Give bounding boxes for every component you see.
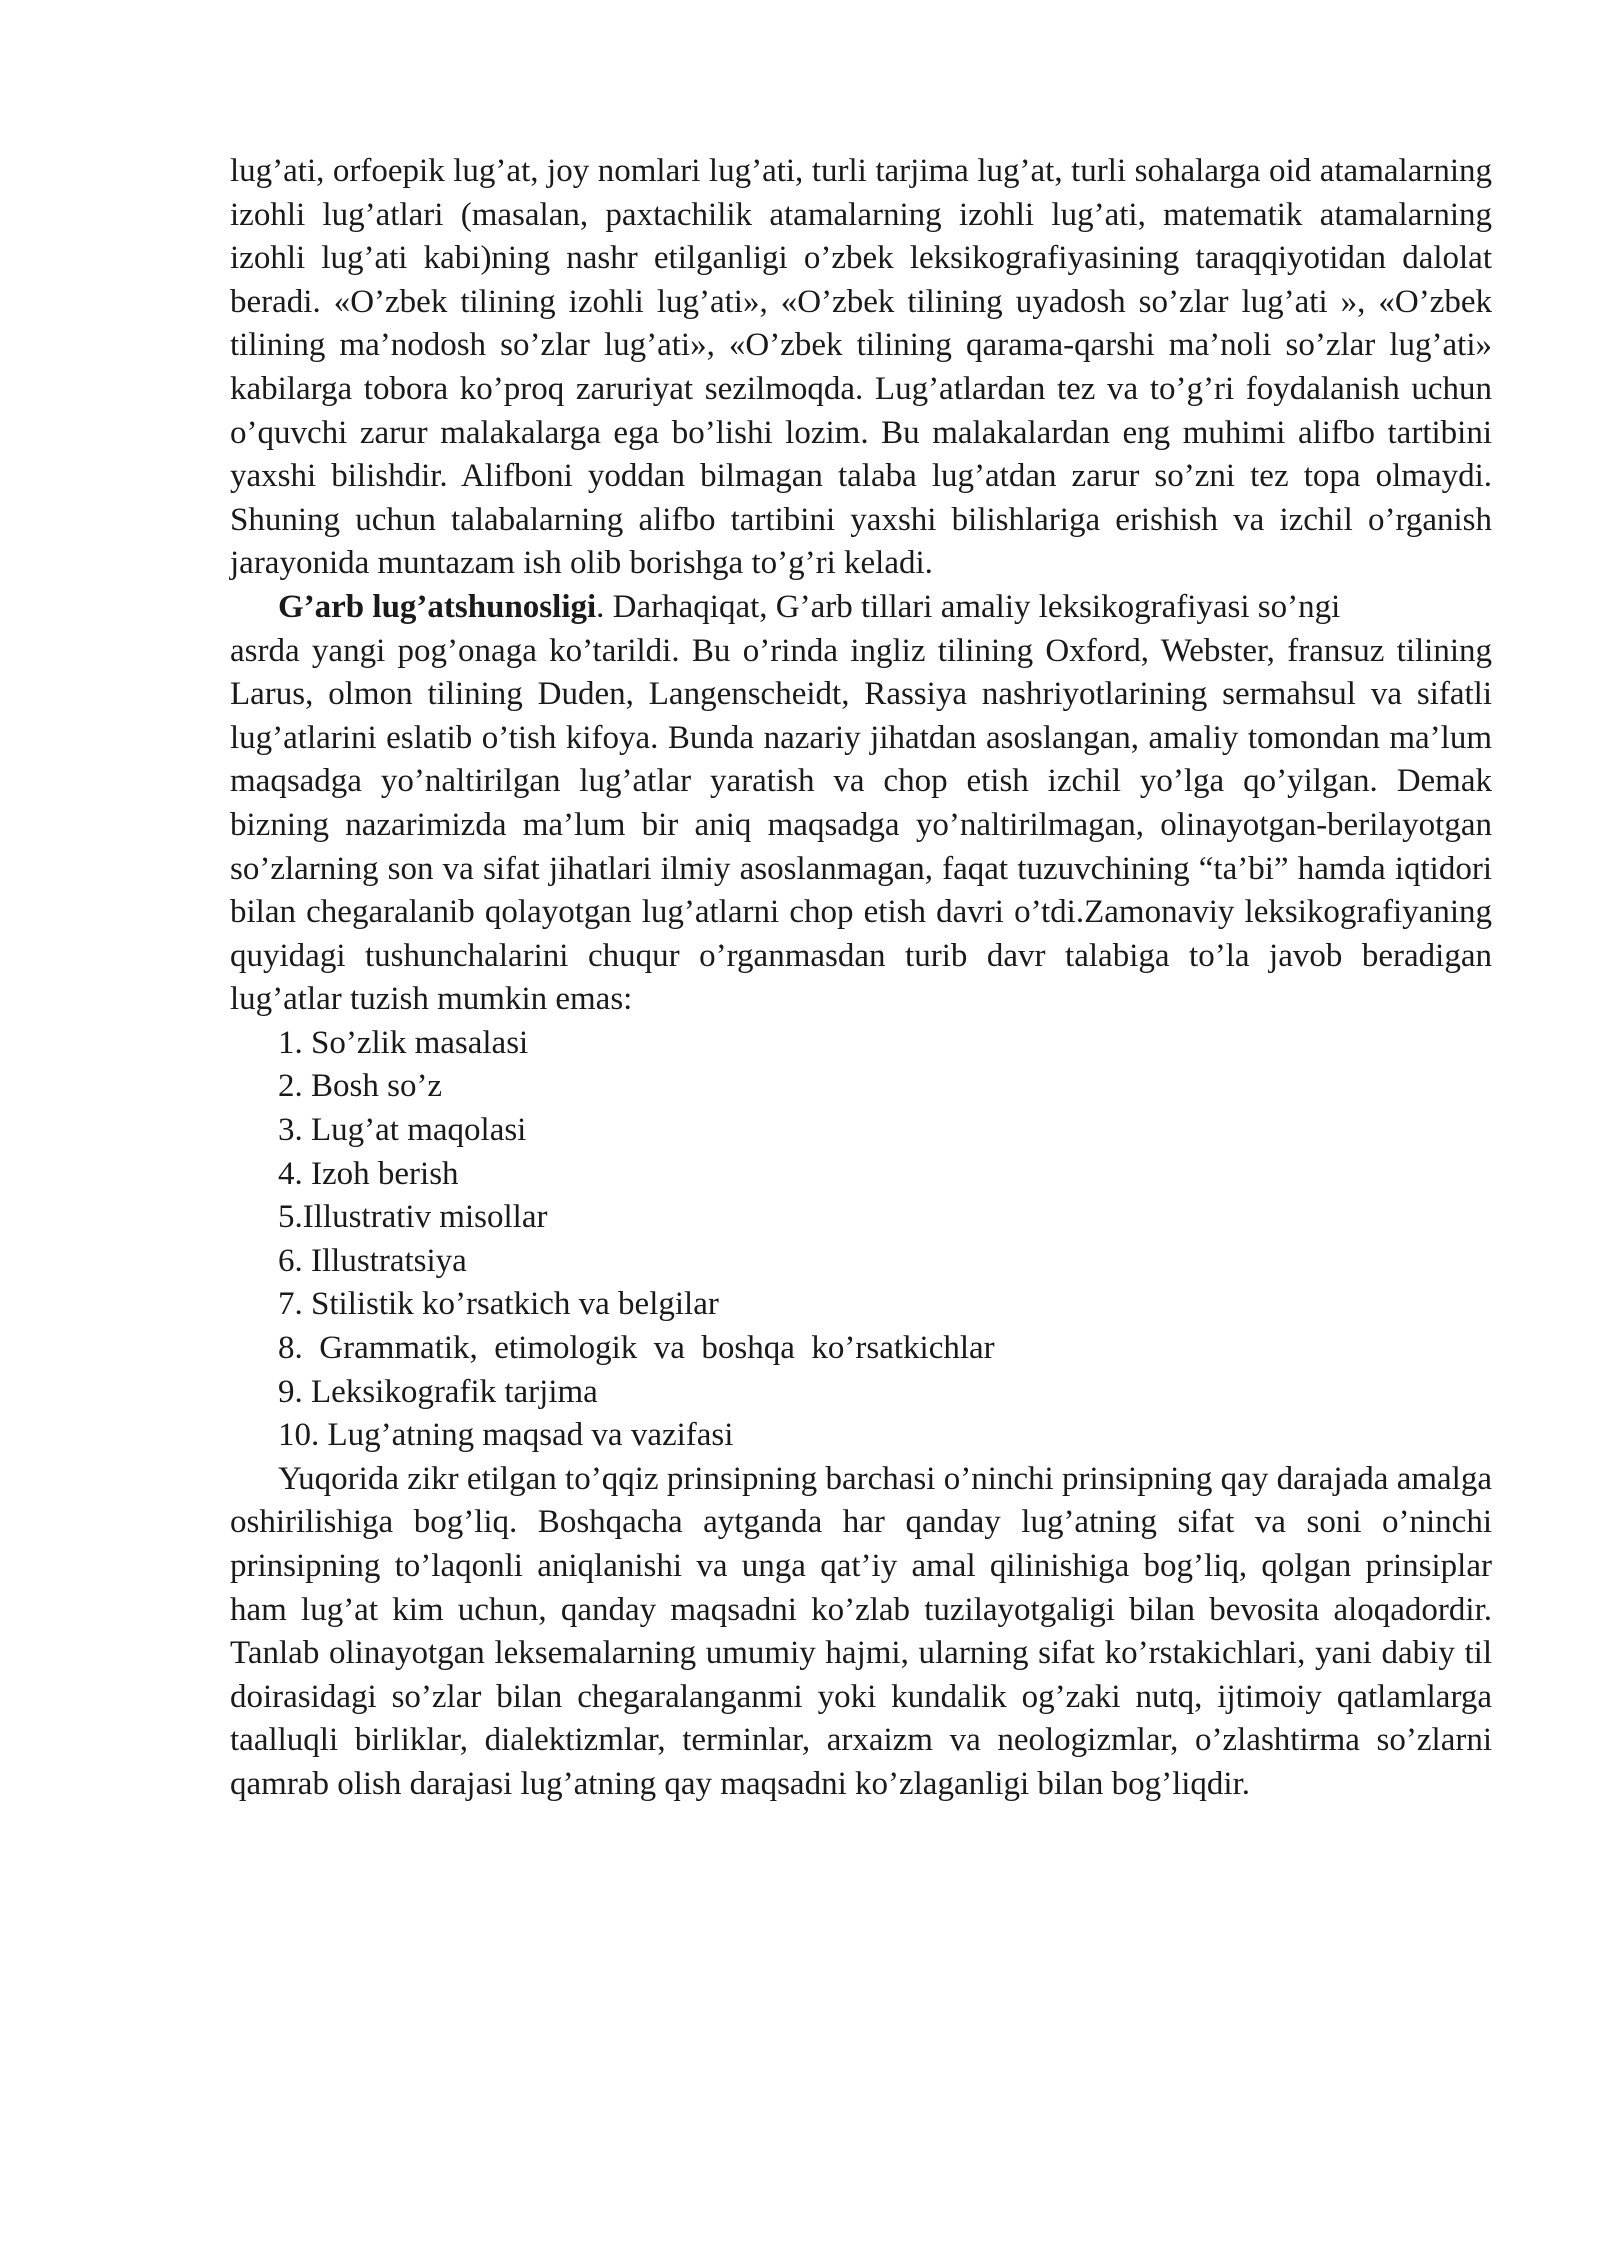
paragraph-principles-conclusion: Yuqorida zikr etilgan to’qqiz prinsipning barchasi o’ninchi prinsipning qay darajada amalga oshirilishiga bog’liq. Boshqacha aytganda har qanday lug’atning sifat va soni o’ninchi prinsipning to’laqonli aniqlanishi va unga qat’iy amal qilinishiga bog’liq, qolgan prinsiplar ham lug’at kim uchun, qanday maqsadni ko’zlab tuzilayotgaligi bilan bevosita aloqadordir. Tanlab olinayotgan leksemalarning umumiy hajmi, ularning sifat ko’rstakichlari, yani dabiy til doirasidagi so’zlar bilan chegaralanganmi yoki kundalik og’zaki nutq, ijtimoiy qatlamlarga taalluqli birliklar, dialektizmlar, terminlar, arxaizm va neologizmlar, o’zlashtirma so’zlarni qamrab olish darajasi lug’atning qay maqsadni ko’zlaganligi bilan bog’liqdir. [230, 1460, 1492, 1802]
section-heading-western-lexicography: G’arb lug’atshunosligi [278, 588, 597, 625]
principles-list [230, 1022, 1492, 1458]
paragraph-lead-text: . Darhaqiqat, G’arb tillari amaliy leksikografiyasi so’ngi [596, 588, 1341, 625]
list-item: 1. So’zlik masalasi [278, 1024, 529, 1061]
list-item: 10. Lug’atning maqsad va vazifasi [278, 1417, 734, 1454]
list-item: 2. Bosh so’z [278, 1068, 443, 1105]
list-item: 3. Lug’at maqolasi [278, 1112, 527, 1149]
list-item: 9. Leksikografik tarjima [278, 1373, 598, 1410]
paragraph-dictionary-types: lug’ati, orfoepik lug’at, joy nomlari lug’ati, turli tarjima lug’at, turli sohalarga oid atamalarning izohli lug’atlari (masalan, paxtachilik atamalarning izohli lug’ati, matematik atamalarning izohli lug’ati kabi)ning nashr etilganligi o’zbek leksikografiyasining taraqqiyotidan dalolat beradi. «O’zbek tilining izohli lug’ati», «O’zbek tilining uyadosh so’zlar lug’ati », «O’zbek tilining ma’nodosh so’zlar lug’ati», «O’zbek tilining qarama-qarshi ma’noli so’zlar lug’ati» kabilarga tobora ko’proq zaruriyat sezilmoqda. Lug’atlardan tez va to’g’ri foydalanish uchun o’quvchi zarur malakalarga ega bo’lishi lozim. Bu malakalardan eng muhimi alifbo tartibini yaxshi bilishdir. Alifboni yoddan bilmagan talaba lug’atdan zarur so’zni tez topa olmaydi. Shuning uchun talabalarning alifbo tartibini yaxshi bilishlariga erishish va izchil o’rganish jarayonida muntazam ish olib borishga to’g’ri keladi. [230, 153, 1492, 582]
list-item: 8. Grammatik, etimologik va boshqa ko’rsatkichlar [278, 1330, 995, 1367]
document-page [230, 150, 1492, 1807]
paragraph-western-lexicography-body: asrda yangi pog’onaga ko’tarildi. Bu o’rinda ingliz tilining Oxford, Webster, fransuz tilining Larus, olmon tilining Duden, Langenscheidt, Rassiya nashriyotlarining sermahsul va sifatli lug’atlarini eslatib o’tish kifoya. Bunda nazariy jihatdan asoslangan, amaliy tomondan ma’lum maqsadga yo’naltirilgan lug’atlar yaratish va chop etish izchil yo’lga qo’yilgan. Demak bizning nazarimizda ma’lum bir aniq maqsadga yo’naltirilmagan, olinayotgan-berilayotgan so’zlarning son va sifat jihatlari ilmiy asoslanmagan, faqat tuzuvchining “ta’bi” hamda iqtidori bilan chegaralanib qolayotgan lug’atlarni chop etish davri o’tdi.Zamonaviy leksikografiyaning quyidagi tushunchalarini chuqur o’rganmasdan turib davr talabiga to’la javob beradigan lug’atlar tuzish mumkin emas: [230, 632, 1492, 1018]
list-item: 4. Izoh berish [278, 1155, 459, 1192]
list-item: 5.Illustrativ misollar [278, 1199, 548, 1236]
paragraph-western-lexicography-intro [230, 586, 1492, 630]
list-item: 7. Stilistik ko’rsatkich va belgilar [278, 1286, 719, 1323]
list-item: 6. Illustratsiya [278, 1242, 467, 1279]
